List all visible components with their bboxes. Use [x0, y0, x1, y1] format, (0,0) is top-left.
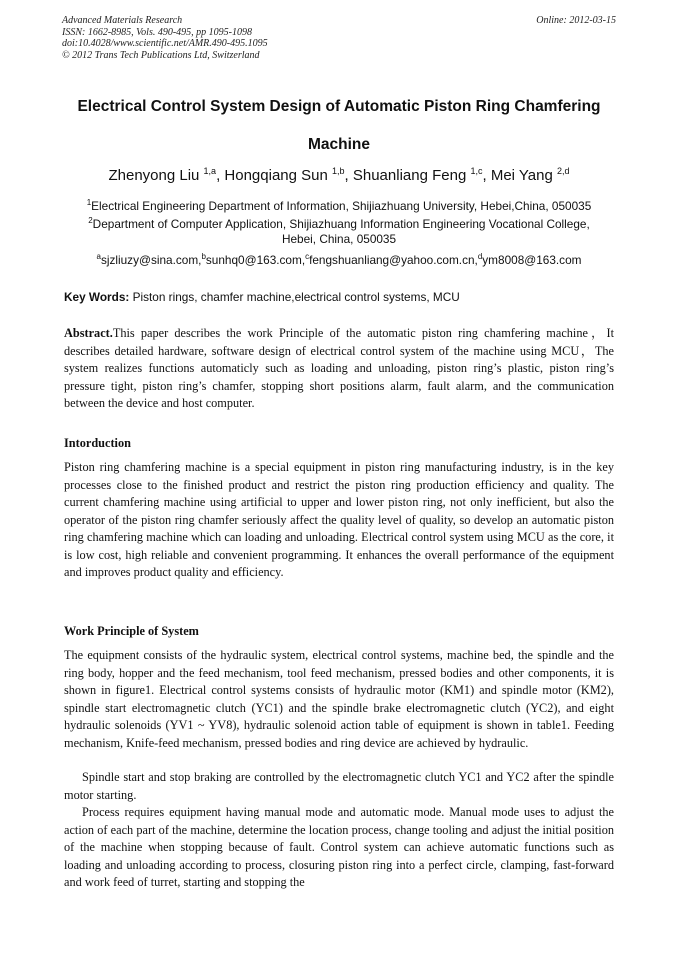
author-sup: 1,a: [203, 166, 217, 176]
author-sup: 1,b: [332, 166, 345, 176]
email-address: sjzliuzy@sina.com,: [100, 252, 202, 267]
introduction-paragraph: Piston ring chamfering machine is a special equipment in piston ring manufacturing industry, is in the key processes close to the finished product and restrict the piston ring production efficiency and quality. The current chamfering machine using artificial to upper and lower piston ring, not only inefficient, but also the operator of the piston ring chamfer seriously affect the quality level of quality, so develop an automatic piston ring chamfering machine which can loading and unloading. Electrical control system using MCU as the core, it is low cost, high reliable and convenient programming. It enhances the overall performance of the equipment and improves product quality and efficiency.: [64, 460, 614, 579]
issn-line: ISSN: 1662-8985, Vols. 490-495, pp 1095-1098: [62, 26, 252, 38]
keywords-text: Piston rings, chamfer machine,electrical control systems, MCU: [129, 290, 460, 304]
author-list: Zhenyong Liu $^{1,a}$, Hongqiang Sun $^{1,b}$, Shuanliang Feng $^{1,c}$, Mei Yang $^{2,d}$: [108, 166, 570, 184]
author-name: Zhenyong Liu: [108, 167, 200, 184]
affiliation-2-line-2: Hebei, China, 050035: [281, 232, 397, 246]
affiliation-sup: 2: [88, 216, 93, 225]
abstract: [64, 325, 614, 413]
abstract-text: This paper describes the work Principle of the automatic piston ring chamfering machine，It describes detailed hardware, software design of electrical control system of the machine using MCU，The system realizes functions automaticly such as loading and unloading, piston ring’s plastic, piston ring’s pressure tight, piston ring’s chamfer, stopping short positions alarm, fault alarm, and the communication between the device and host computer.: [64, 326, 614, 410]
paper-title: Electrical Control System Design of Automatic Piston Ring Chamfering Machine: [77, 98, 601, 153]
author-name: Shuanliang Feng: [352, 167, 467, 184]
email-sup: b: [201, 252, 206, 261]
author-name: Mei Yang: [490, 167, 553, 184]
affiliation-text: Electrical Engineering Department of Information, Shijiazhuang University, Hebei,China, 050035: [91, 198, 592, 213]
keywords: [64, 290, 460, 304]
affiliation-text: Department of Computer Application, Shijiazhuang Information Engineering Vocational College,: [92, 216, 590, 231]
email-sup: c: [305, 252, 310, 261]
work-principle-paragraph: The equipment consists of the hydraulic system, electrical control systems, machine bed, the spindle and the ring body, hopper and the feed mechanism, tool feed mechanism, pressed bodies and other components, it is shown in figure1. Electrical control systems consists of hydraulic motor (KM1) and spindle motor (KM2), spindle start electromagnetic clutch (YC1) and the spindle brake electromagnetic clutch (YC2), and eight hydraulic solenoids (YV1 ~ YV8), hydraulic solenoid action table of equipment is shown in table1. Feeding mechanism, Knife-feed mechanism, pressed bodies and ring device are achieved by hydraulic.: [64, 648, 614, 750]
journal-info: [62, 15, 268, 61]
keywords-label: Key Words:: [64, 290, 130, 304]
work-principle-paragraph: Process requires equipment having manual mode and automatic mode. Manual mode uses to adjust the action of each part of the machine, determine the location process, change tooling and adjust the initial position of the machine when stopping because of fault. Control system can achieve automatic functions such as loading and unloading according to process, closuring piston ring into a perfect circle, clamping, fast-forward and work feed of turret, starting and stopping the: [64, 805, 614, 889]
online-date: Online: 2012-03-15: [536, 15, 616, 26]
section-heading-work-principle: Work Principle of System: [64, 624, 199, 638]
journal-name: Advanced Materials Research: [62, 15, 183, 26]
copyright-line: © 2012 Trans Tech Publications Ltd, Switzerland: [62, 49, 260, 61]
email-sup: d: [477, 252, 483, 261]
email-sup: a: [96, 252, 101, 261]
email-address: ym8008@163.com: [482, 252, 582, 267]
affiliation-sup: 1: [86, 198, 92, 207]
section-heading-introduction: Intorduction: [64, 436, 131, 450]
email-address: sunhq0@163.com,: [205, 252, 306, 267]
author-sup: 2,d: [557, 166, 570, 176]
doi-line: doi:10.4028/www.scientific.net/AMR.490-495.1095: [62, 38, 268, 49]
author-name: Hongqiang Sun: [224, 167, 328, 184]
email-list: [40, 248, 638, 269]
email-address: fengshuanliang@yahoo.com.cn,: [309, 252, 478, 267]
author-sup: 1,c: [470, 166, 483, 176]
work-principle-paragraph: Spindle start and stop braking are controlled by the electromagnetic clutch YC1 and YC2 after the spindle motor starting.: [64, 770, 614, 802]
abstract-label: Abstract.: [64, 326, 113, 340]
